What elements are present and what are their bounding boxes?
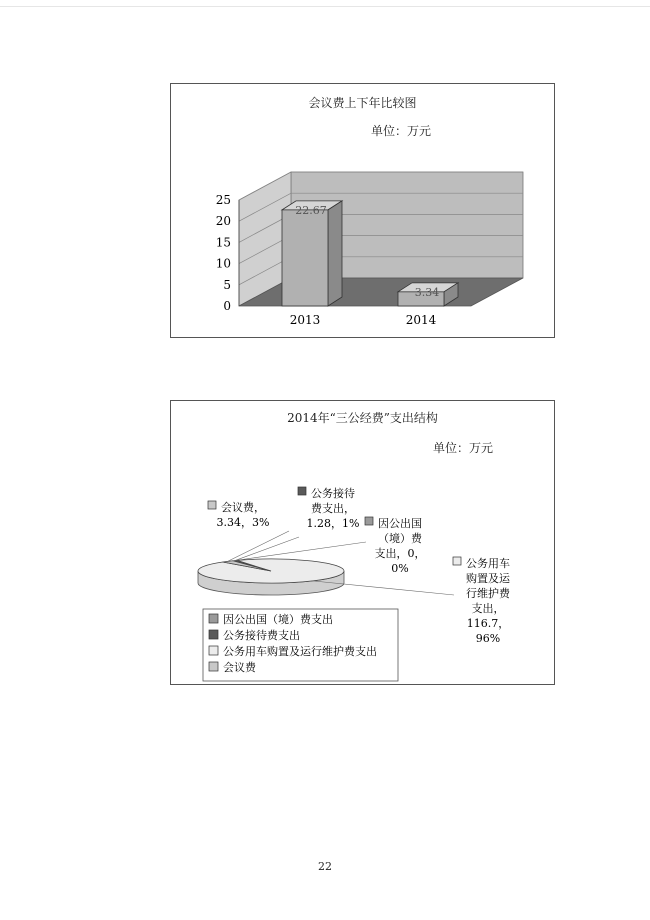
slice-label-swatch — [208, 501, 216, 509]
slice-label-swatch — [453, 557, 461, 565]
slice-label-line: 3.34，3% — [216, 516, 270, 529]
slice-label — [298, 486, 359, 530]
meeting-fee-comparison-chart — [170, 83, 555, 338]
page-number: 22 — [318, 860, 332, 873]
slice-label-swatch — [365, 517, 373, 525]
bar-side — [328, 201, 342, 306]
slice-label-line: 支出， — [471, 602, 505, 615]
leader-line — [233, 542, 366, 561]
slice-label-line: 公务接待 — [311, 487, 355, 500]
slice-label-line: 公务用车 — [466, 557, 510, 570]
chart-unit: 单位：万元 — [433, 441, 494, 455]
legend-swatch — [209, 614, 218, 623]
bar-chart-plot — [171, 84, 556, 339]
legend-label: 公务接待费支出 — [223, 629, 300, 642]
y-tick-label: 0 — [223, 299, 231, 313]
bar — [282, 210, 328, 306]
legend-swatch — [209, 630, 218, 639]
legend — [203, 609, 398, 681]
slice-label-line: 支出，0， — [374, 547, 426, 560]
bar-value-label: 3.34 — [414, 285, 440, 299]
bar-value-label: 22.67 — [295, 203, 327, 217]
slice-label-line: 会议费， — [221, 501, 265, 514]
slice-label-line: 96% — [475, 632, 501, 645]
three-public-expenses-chart — [170, 400, 555, 685]
leader-line — [228, 531, 289, 561]
y-tick-label: 15 — [215, 235, 231, 250]
slice-label — [453, 556, 511, 645]
legend-swatch — [209, 646, 218, 655]
y-tick-label: 20 — [215, 214, 231, 229]
slice-label-line: （境）费 — [378, 532, 422, 545]
x-tick-label: 2013 — [289, 313, 321, 327]
legend-label: 公务用车购置及运行维护费支出 — [223, 645, 377, 658]
chart-unit: 单位：万元 — [371, 124, 432, 138]
slice-label — [208, 500, 269, 529]
slice-label-line: 116.7， — [466, 617, 510, 630]
legend-swatch — [209, 662, 218, 671]
y-tick-label: 5 — [223, 277, 231, 292]
slice-label-line: 0% — [391, 562, 409, 575]
top-rule — [0, 6, 650, 7]
slice-label-line: 1.28，1% — [306, 517, 360, 530]
y-tick-label: 25 — [215, 193, 231, 207]
slice-label-line: 因公出国 — [378, 517, 422, 530]
slice-label — [365, 516, 426, 575]
legend-label: 因公出国（境）费支出 — [223, 613, 333, 626]
pie-chart-plot — [171, 401, 556, 686]
slice-label-line: 行维护费 — [466, 587, 510, 600]
slice-label-swatch — [298, 487, 306, 495]
slice-label-line: 费支出， — [311, 502, 355, 515]
x-tick-label: 2014 — [405, 313, 437, 327]
slice-label-line: 购置及运 — [466, 572, 510, 585]
chart-title: 会议费上下年比较图 — [308, 96, 417, 110]
legend-label: 会议费 — [223, 661, 256, 674]
y-tick-label: 10 — [215, 256, 231, 271]
chart-title: 2014年“三公经费”支出结构 — [287, 411, 438, 425]
leader-line — [235, 537, 299, 561]
